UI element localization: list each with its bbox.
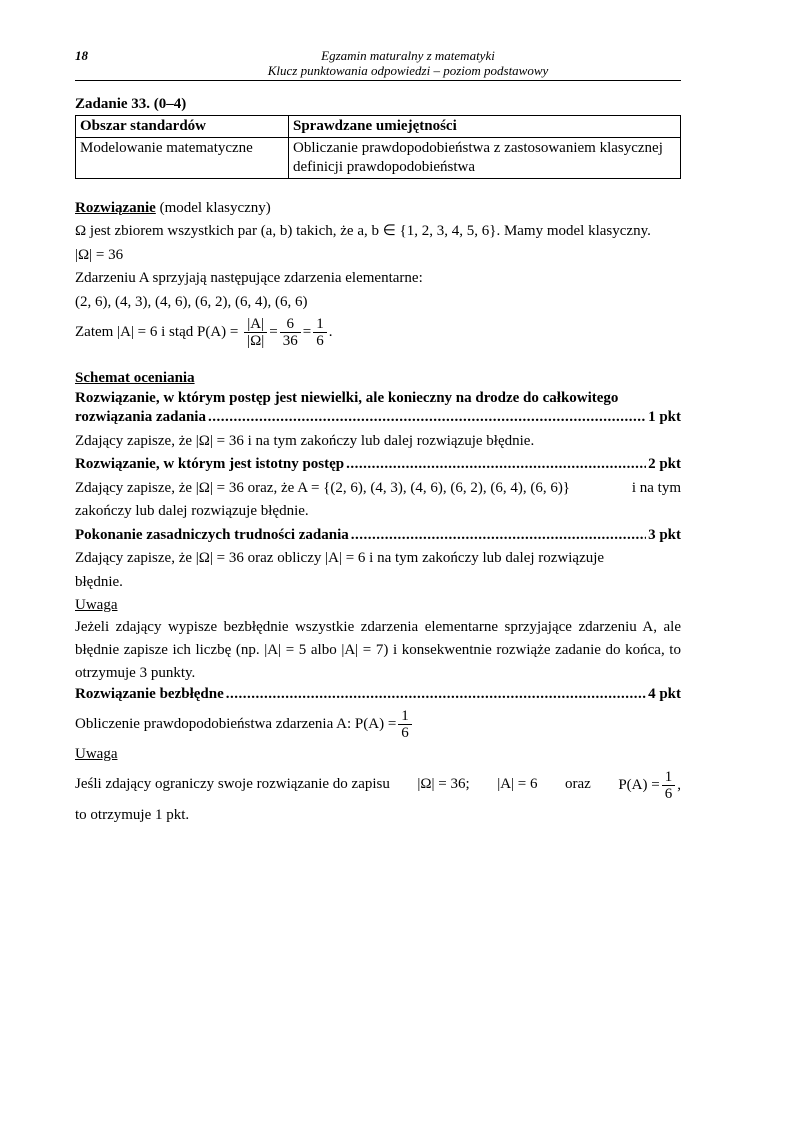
solution-events: (2, 6), (4, 3), (4, 6), (6, 2), (6, 4), (6, 6): [75, 293, 308, 310]
fraction-den: 36: [282, 333, 298, 349]
math: |A| = 5: [264, 641, 307, 658]
fraction-num: 1: [662, 769, 676, 786]
text: i na tym zakończy lub dalej rozwiązuje błędnie.: [243, 432, 535, 449]
fraction-num: 1: [398, 708, 412, 725]
dot-leader: [351, 526, 646, 546]
text: i na tym zakończy lub dalej rozwiązuje: [365, 550, 605, 566]
rule-4-desc: [75, 708, 681, 741]
text: Ω jest zbiorem wszystkich par: [75, 223, 261, 239]
rule-2-points-line: [75, 455, 681, 475]
text: takich, że: [292, 223, 358, 239]
math-set: a, b ∈ {1, 2, 3, 4, 5, 6}: [357, 223, 497, 239]
note-2-text: Jeśli zdający ograniczy swoje rozwiązanie do zapisu |Ω| = 36; |A| = 6 oraz P(A) = $\frac{1}{6}$ ,: [75, 768, 681, 802]
col1-value: Modelowanie matematyczne: [76, 137, 289, 178]
text: ) i konsekwentnie rozwiąże zadanie do końca, to otrzymuje 3 punkty.: [75, 641, 681, 681]
fraction-den: 6: [664, 785, 673, 802]
page: [75, 48, 681, 829]
rule-2-desc: [75, 479, 681, 499]
fraction-den: 6: [401, 725, 409, 741]
solution-heading: Rozwiązanie: [75, 199, 156, 216]
text: Zdający zapisze, że: [75, 550, 196, 566]
text: Jeśli zdający ograniczy swoje rozwiązanie do zapisu: [75, 776, 390, 793]
math: |A| = 7: [341, 641, 384, 658]
col1-header: Obszar standardów: [76, 115, 289, 137]
rule-3-points: 3 pkt: [648, 526, 681, 543]
note-1-heading: Uwaga: [75, 597, 118, 613]
rule-3-desc-cont: błędnie.: [75, 573, 123, 590]
header-line-2: Klucz punktowania odpowiedzi – poziom podstawowy: [267, 63, 549, 78]
rule-1-desc: [75, 432, 681, 452]
math: |Ω| = 36: [195, 432, 244, 449]
dot-leader: [226, 685, 646, 705]
rule-1-title: Rozwiązanie, w którym postęp jest niewielki, ale konieczny na drodze do całkowitego: [75, 389, 619, 406]
fraction-den: 6: [316, 333, 324, 349]
page-header: [75, 48, 681, 81]
note-1-text: [75, 616, 681, 685]
rule-2-points: 2 pkt: [648, 456, 681, 472]
fraction: [662, 769, 676, 802]
header-line-1: Egzamin maturalny z matematyki: [321, 48, 495, 63]
text: Zatem: [75, 323, 118, 340]
fraction-num: 1: [313, 316, 327, 333]
scheme-section: [75, 369, 681, 825]
text: Zdający zapisze, że: [75, 479, 196, 496]
math: |A| = 6: [325, 550, 366, 566]
math: |Ω| = 36;: [417, 776, 470, 793]
rule-2-label: Rozwiązanie, w którym jest istotny postęp: [75, 456, 345, 472]
fraction-den: |Ω|: [247, 333, 265, 349]
page-number: 18: [75, 48, 88, 63]
note-2-heading: Uwaga: [75, 746, 118, 762]
col2-value: Obliczanie prawdopodobieństwa z zastosowaniem klasycznej definicji prawdopodobieństwa: [289, 137, 681, 178]
fraction-num: 6: [280, 316, 301, 333]
solution-line-5: Zatem |A| = 6 i stąd P(A) = $\frac{|A|}{|\Omega|}$ = $\frac{6}{36}$ = $\frac{1}{6}$ .: [75, 316, 333, 349]
task-title: Zadanie 33. (0–4): [75, 96, 187, 112]
header-title: [75, 48, 681, 78]
solution-omega: |Ω| = 36: [75, 246, 124, 263]
standards-table: [75, 115, 681, 179]
text: albo: [306, 641, 342, 658]
solution-line-3: Zdarzeniu A sprzyjają następujące zdarzenia elementarne:: [75, 270, 423, 286]
rule-4-points: 4 pkt: [648, 685, 681, 702]
scheme-heading: Schemat oceniania: [75, 370, 195, 386]
text: Jeżeli zdający wypisze bezbłędnie wszystkie zdarzenia elementarne sprzyjające zdarzeniu A, ale błędnie zapisze ich liczbę (np.: [75, 618, 681, 658]
text: oraz obliczy: [243, 550, 326, 566]
math: |A| = 6: [117, 323, 158, 340]
solution-line-1: [75, 222, 681, 242]
fraction: [244, 316, 267, 349]
rule-4-label: Rozwiązanie bezbłędne: [75, 685, 224, 702]
text: oraz, że: [243, 479, 298, 496]
rule-1-points-line: [75, 408, 681, 428]
note-2-text-cont: to otrzymuje 1 pkt.: [75, 806, 190, 823]
rule-4-points-line: [75, 685, 681, 705]
math: |Ω| = 36: [195, 550, 244, 566]
rule-3-label: Pokonanie zasadniczych trudności zadania: [75, 526, 349, 543]
text: Zdający zapisze, że: [75, 432, 196, 449]
text: i stąd: [157, 323, 197, 340]
math-pair: (a, b): [260, 223, 293, 239]
fraction: [313, 316, 327, 349]
math: P(A) =: [196, 323, 239, 340]
solution-heading-note: (model klasyczny): [155, 199, 271, 216]
math-set: A = {(2, 6), (4, 3), (4, 6), (6, 2), (6, 4), (6, 6)}: [297, 479, 571, 496]
math: |Ω| = 36: [195, 479, 244, 496]
dot-leader: [208, 408, 646, 428]
rule-3-desc: [75, 549, 681, 569]
fraction: [280, 316, 301, 349]
text: oraz: [565, 776, 591, 793]
text: . Mamy model klasyczny.: [496, 223, 651, 239]
rule-2-desc-cont: zakończy lub dalej rozwiązuje błędnie.: [75, 503, 309, 519]
fraction-num: |A|: [244, 316, 267, 333]
rule-1-points: 1 pkt: [648, 409, 681, 425]
text: i na tym: [631, 479, 681, 496]
dot-leader: [346, 455, 646, 475]
math: |A| = 6: [497, 776, 538, 793]
math: P(A) =: [618, 776, 660, 793]
fraction: [398, 708, 412, 741]
solution-section: [75, 199, 681, 350]
text: Obliczenie prawdopodobieństwa zdarzenia A:: [75, 715, 355, 732]
col2-header: Sprawdzane umiejętności: [289, 115, 681, 137]
rule-1-label: rozwiązania zadania: [75, 409, 206, 425]
math: P(A) =: [354, 715, 397, 732]
rule-3-points-line: [75, 526, 681, 546]
